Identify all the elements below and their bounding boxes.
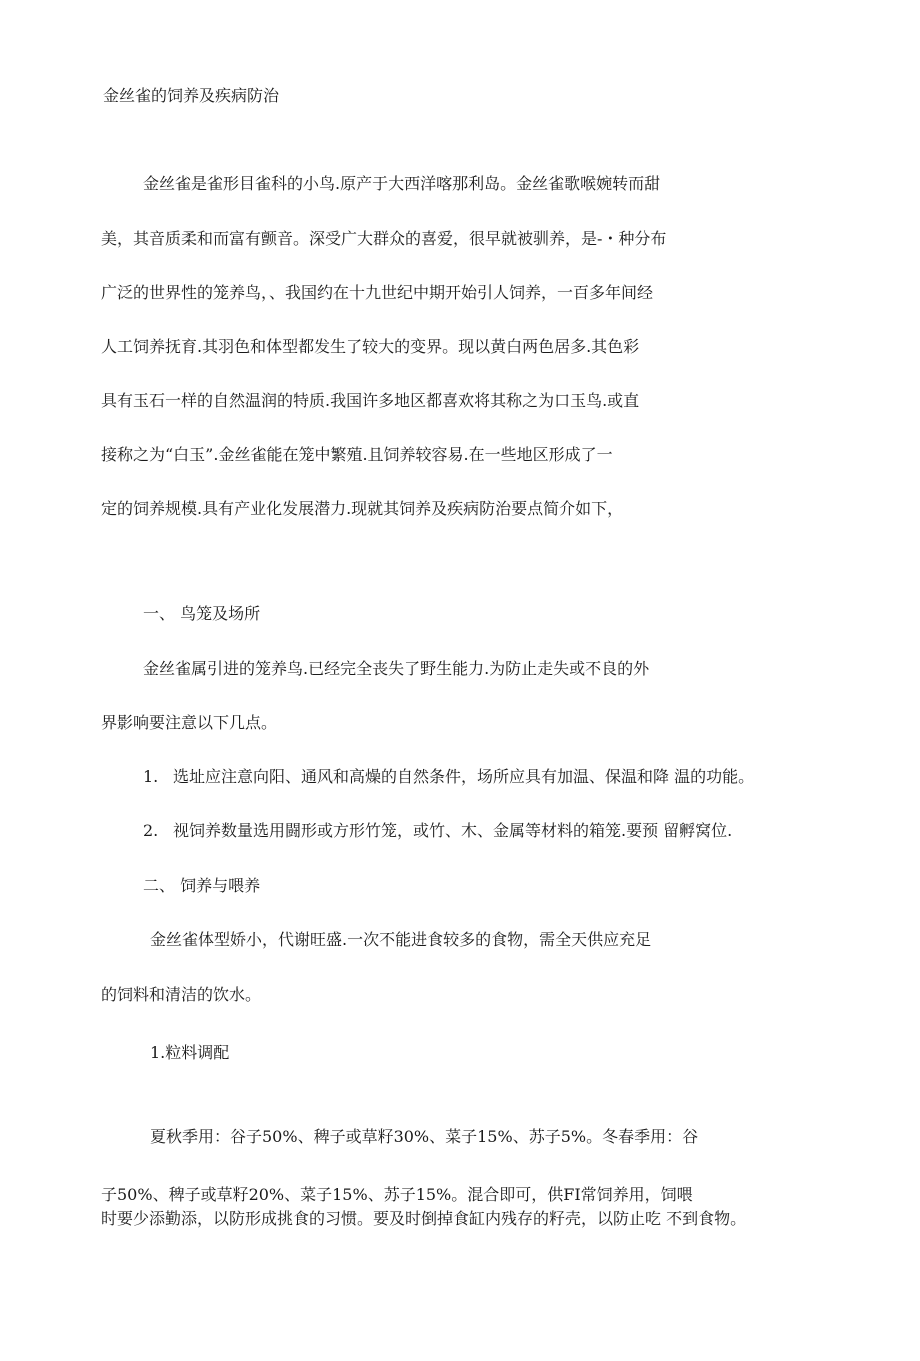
list-item-number: 1. [143,767,159,786]
paragraph-line: 金丝雀体型娇小，代谢旺盛.一次不能进食较多的食物，需全天供应充足 [150,930,652,949]
paragraph-line: 界影响要注意以下几点。 [101,713,278,732]
paragraph-line: 美，其音质柔和而富有颤音。深受广大群众的喜爱，很早就被驯养，是-・种分布 [101,229,667,248]
paragraph-line: 具有玉石一样的自然温润的特质.我国许多地区都喜欢将其称之为口玉鸟.或直 [101,391,640,410]
section-heading: 一、 鸟笼及场所 [143,604,261,623]
subsection-heading: 1.粒料调配 [150,1043,230,1062]
paragraph-line: 金丝雀是雀形目雀科的小鸟.原产于大西洋喀那利岛。金丝雀歌喉婉转而甜 [143,174,661,193]
list-item [143,767,754,787]
paragraph-line: 夏秋季用：谷子50%、稗子或草籽30%、菜子15%、苏子5%。冬春季用：谷 [150,1127,699,1146]
paragraph-line: 子50%、稗子或草籽20%、菜子15%、苏子15%。混合即可，供FI常饲养用，饲喂 [101,1185,693,1204]
paragraph-line: 的饲料和清洁的饮水。 [101,985,262,1004]
paragraph-line: 时要少添勤添，以防形成挑食的习惯。要及时倒掉食缸内残存的籽壳，以防止吃 不到食物。 [101,1209,747,1228]
list-item [143,821,732,841]
paragraph-line: 人工饲养抚育.其羽色和体型都发生了较大的变界。现以黄白两色居多.其色彩 [101,337,640,356]
list-item-text: 视饲养数量选用闘形或方形竹笼，或竹、木、金属等材料的箱笼.要预 留孵窝位. [173,821,733,840]
section-heading: 二、 饲养与喂养 [143,876,261,895]
paragraph-line: 接称之为“白玉”.金丝雀能在笼中繁殖.且饲养较容易.在一些地区形成了一 [101,445,613,464]
paragraph-line: 定的饲养规模.具有产业化发展潜力.现就其饲养及疾病防治要点简介如下， [101,499,624,518]
list-item-number: 2. [143,821,159,840]
list-item-text: 选址应注意向阳、通风和高燥的自然条件，场所应具有加温、保温和降 温的功能。 [173,767,755,786]
paragraph-line: 金丝雀属引进的笼养鸟.已经完全丧失了野生能力.为防止走失或不良的外 [143,659,650,678]
paragraph-line: 广泛的世界性的笼养鸟，、我国约在十九世纪中期开始引人饲养，一百多年间经 [101,283,654,302]
document-title: 金丝雀的饲养及疾病防治 [103,86,280,105]
